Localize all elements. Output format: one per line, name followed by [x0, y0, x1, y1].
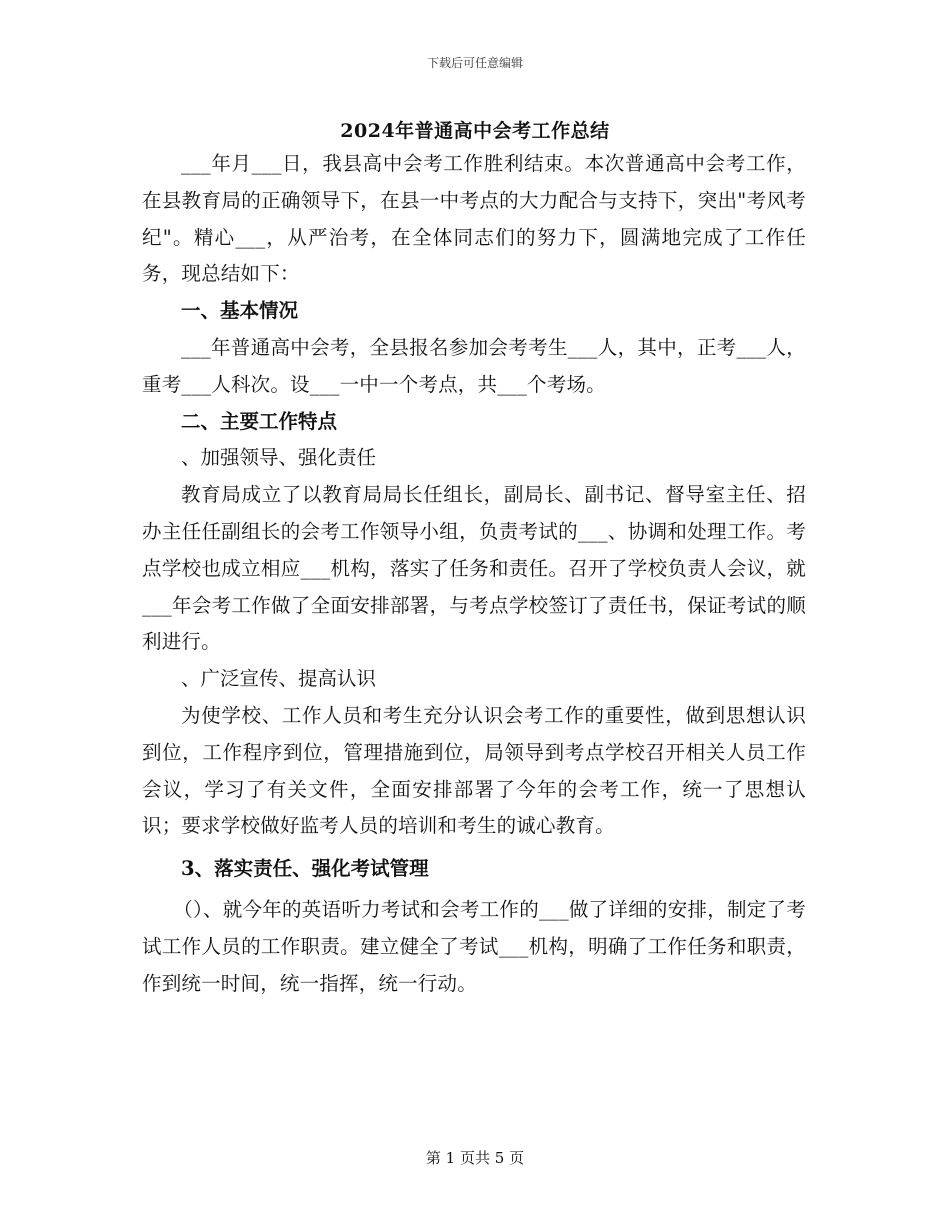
subheading-leadership: 、加强领导、强化责任: [181, 446, 377, 470]
subheading-publicity: 、广泛宣传、提高认识: [181, 667, 377, 691]
page-number-footer: 第 1 页共 5 页: [425, 1149, 525, 1167]
basic-situation-paragraph: ___年普通高中会考，全县报名参加会考考生___人，其中，正考___人，重考___人科次。设___一中一个考点，共___个考场。: [142, 335, 806, 396]
section-heading-main-features: 二、主要工作特点: [181, 409, 338, 433]
section-heading-basic-situation: 一、基本情况: [181, 299, 299, 323]
leadership-paragraph: 教育局成立了以教育局局长任组长，副局长、副书记、督导室主任、招办主任任副组长的会考工作领导小组，负责考试的___、协调和处理工作。考点学校也成立相应___机构，落实了任务和责任。召开了学校负责人会议，就___年会考工作做了全面安排部署，与考点学校签订了责任书，保证考试的顺利进行。: [142, 483, 806, 654]
document-title: 2024年普通高中会考工作总结: [340, 120, 610, 142]
publicity-paragraph: 为使学校、工作人员和考生充分认识会考工作的重要性，做到思想认识到位，工作程序到位，管理措施到位，局领导到考点学校召开相关人员工作会议，学习了有关文件，全面安排部署了今年的会考工作，统一了思想认识；要求学校做好监考人员的培训和考生的诚心教育。: [142, 703, 806, 838]
header-note: 下载后可任意编辑: [426, 56, 523, 70]
intro-paragraph: ___年月___日，我县高中会考工作胜利结束。本次普通高中会考工作，在县教育局的正确领导下，在县一中考点的大力配合与支持下，突出"考风考纪"。精心___，从严治考，在全体同志们的努力下，圆满地完成了工作任务，现总结如下：: [142, 152, 806, 286]
responsibility-paragraph: （）、就今年的英语听力考试和会考工作的___做了详细的安排，制定了考试工作人员的工作职责。建立健全了考试___机构，明确了工作任务和职责，作到统一时间，统一指挥，统一行动。: [142, 897, 806, 995]
document-body: [142, 146, 806, 1002]
subheading-responsibility: 3、落实责任、强化考试管理: [181, 857, 429, 881]
